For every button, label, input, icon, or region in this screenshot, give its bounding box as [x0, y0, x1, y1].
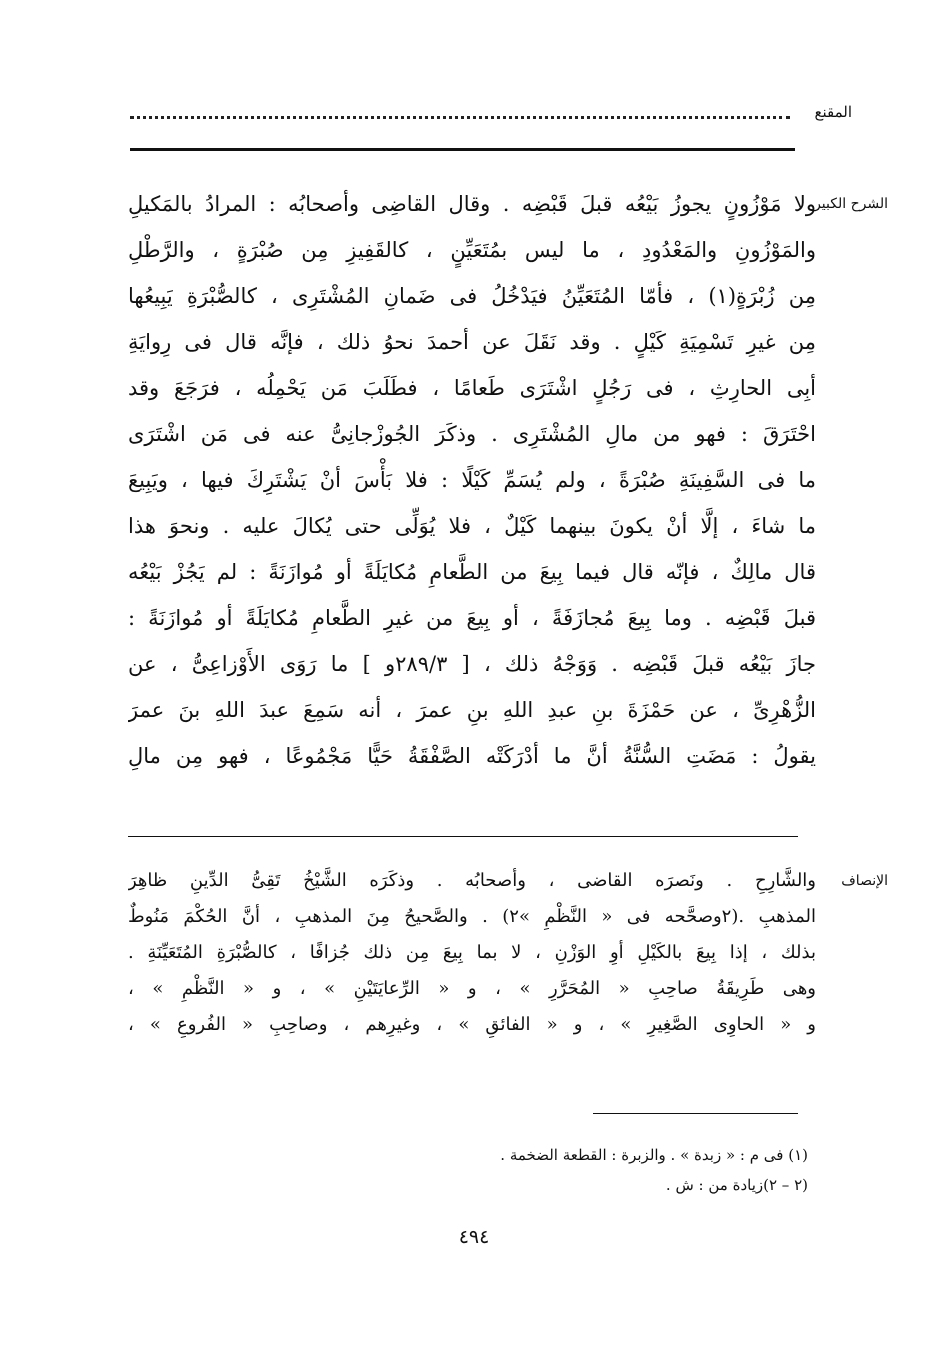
footnote: (١) فى م : « زبدة » . والزبرة : القطعة الضخمة . — [500, 1146, 808, 1164]
text-line: قبلَ قَبْضِه . وما بِيعَ مُجازَفَةً ، أو بِيعَ من غيرِ الطَّعامِ مُكايَلَةً أو مُوازَنَةً : — [128, 606, 816, 630]
text-line: أبِى الحارِثِ ، فى رَجُلٍ اشْتَرَى طَعامًا ، فطَلَبَ مَن يَحْمِلُه ، فرَجَعَ وقد — [128, 376, 816, 400]
header-rule — [130, 148, 795, 151]
footnotes — [500, 1140, 808, 1200]
insaf-side-label: الإنصاف — [841, 873, 888, 889]
text-line: ولا مَوْزُونٍ يجوزُ بَيْعُه قبلَ قَبْضِه . وقال القاضِى وأصحابُه : المرادُ بالمَكيلِ — [128, 192, 816, 216]
text-line: بذلك ، إذا بِيعَ بالكَيْلِ أوِ الوَزْنِ ، لا بما بِيعَ مِن ذلك جُزافًا ، كالصُّبْرَةِ المُتَعَيِّنَةِ . — [128, 942, 816, 963]
running-header-title: المقنع — [814, 103, 852, 121]
text-line: ما شاءَ ، إلَّا أنْ يكونَ بينهما كَيْلٌ ، فلا يُوَلِّى حتى يُكالَ عليه . ونحوَ هذا — [128, 514, 816, 538]
text-line: والشَّارِحِ . ونَصرَه القاضى ، وأصحابُه . وذكَرَه الشَّيْخُ تَقِىُّ الدِّينِ ظاهِرَ — [128, 870, 816, 891]
section-divider — [128, 836, 798, 837]
insaf-text-block — [128, 863, 816, 1043]
text-line: المذهبِ .(٢وصحَّحه فى « النَّظْمِ »٢) . والصَّحيحُ مِنَ المذهبِ ، أنَّ الحُكْمَ مَنُوطٌ — [128, 906, 816, 927]
footnote: (٢ – ٢)زيادة من : ش . — [665, 1176, 808, 1194]
text-line: ما فى السَّفِينَةِ صُبْرَةً ، ولم يُسَمِّ كَيْلًا : فلا بَأْسَ أنْ يَشْتَرِكَ فيها ، ويَبِيعَ — [128, 468, 816, 492]
sharh-side-label: الشرح الكبير — [814, 196, 888, 212]
text-line: مِن زُبْرَةٍ(١) ، فأمّا المُتَعَيِّنُ فيَدْخُلُ فى ضَمانِ المُشْتَرِى ، كالصُّبْرَةِ يَبِيعُها — [128, 284, 816, 308]
text-line: قال مالِكٌ ، فإنّه قال فيما بِيعَ من الطَّعامِ مُكايَلَةً أو مُوازَنَةً : لم يَجُزْ بَيْعُه — [128, 560, 816, 584]
text-line: احْتَرَقَ : فهو من مالِ المُشْتَرِى . وذكَرَ الجُوزْجانِىُّ عنه فى مَن اشْتَرَى — [128, 422, 816, 446]
text-line: مِن غيرِ تَسْمِيَةِ كَيْلٍ . وقد نَقَلَ عن أحمدَ نحوُ ذلك ، فإنَّه قال فى رِوايَةِ — [128, 330, 816, 354]
text-line: الزُّهْرِىِّ ، عن حَمْزَةَ بنِ عبدِ اللهِ بنِ عمرَ ، أنه سَمِعَ عبدَ اللهِ بنَ عمرَ — [128, 698, 816, 722]
page-number: ٤٩٤ — [458, 1226, 490, 1248]
text-line: و « الحاوِى الصَّغِيرِ » ، و « الفائقِ » ، وغيرِهم ، وصاحِبِ « الفُروعِ » ، — [128, 1014, 816, 1035]
sharh-text-block — [128, 181, 816, 779]
text-line: يقولُ : مَضَتِ السُّنَّةُ أنَّ ما أدْرَكَتْه الصَّفْقَةُ حَيًّا مَجْمُوعًا ، فهو مِن مالِ — [128, 744, 816, 768]
text-line: والمَوْزُونِ والمَعْدُودِ ، ما ليس بمُتَعَيِّنٍ ، كالقَفِيزِ مِن صُبْرَةٍ ، والرَّطْلِ — [128, 238, 816, 262]
text-line: وهى طَرِيقَةُ صاحِبِ « المُحَرَّرِ » ، و « الرِّعايَتَيْنِ » ، و « النَّظْمِ » ، — [128, 978, 816, 999]
footnote-divider — [593, 1113, 798, 1114]
header-dotted-line — [130, 113, 790, 119]
text-line: جازَ بَيْعُه قبلَ قَبْضِه . وَوَجْهُ ذلك ، [ ٢٨٩/٣و ] ما رَوَى الأَوْزاعِىُّ ، عن — [128, 652, 816, 676]
